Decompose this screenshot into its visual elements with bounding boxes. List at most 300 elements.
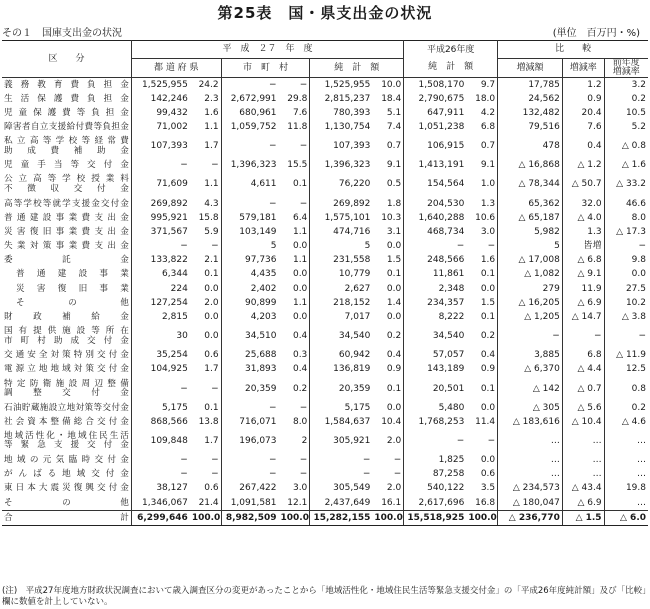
cell-pref: 35,254	[156, 350, 188, 361]
cell-fy26-p: −	[466, 429, 497, 453]
cell-fy26-p: 3.0	[466, 225, 497, 239]
cell-muni-p: 6.4	[279, 211, 310, 225]
cell-pref-p: 15.8	[190, 211, 221, 225]
cell-net: 474,716	[333, 226, 371, 237]
total-row	[2, 511, 648, 526]
cell-muni-p: 3.0	[279, 482, 310, 496]
cell-muni: 31,893	[245, 364, 277, 375]
unit-label: (単位 百万円・%)	[552, 28, 640, 39]
row-label: 児童手当等交付金	[2, 159, 131, 173]
cell-net: 2,815,237	[324, 93, 371, 104]
table-row	[2, 377, 648, 401]
cell-prev: …	[637, 435, 646, 446]
cell-net: 1,575,101	[324, 212, 371, 223]
table-row	[2, 296, 648, 310]
cell-diff: …	[498, 429, 563, 453]
cell-fy26-p: 0.6	[466, 468, 497, 482]
cell-net: 20,359	[338, 383, 371, 394]
cell-fy26: 1,508,170	[418, 79, 465, 90]
cell-fy26: 2,348	[438, 283, 465, 294]
cell-pref-p: 2.0	[190, 296, 221, 310]
cell-diff: △ 65,187	[498, 211, 563, 225]
cell-muni: 103,149	[239, 226, 277, 237]
cell-net: 218,152	[333, 297, 371, 308]
cell-muni-p: 1.1	[279, 225, 310, 239]
table-row	[2, 310, 648, 324]
cell-net-p: 1.4	[372, 296, 403, 310]
row-label: 財政補給金	[2, 310, 131, 324]
cell-diff: 79,516	[498, 121, 563, 135]
cell-muni: −	[268, 79, 277, 90]
cell-fy26: 468,734	[427, 226, 465, 237]
row-label: 失業対策事業費支出金	[2, 240, 131, 254]
cell-net-p: 1.8	[372, 197, 403, 211]
cell-pref-p: 0.0	[190, 282, 221, 296]
cell-pref: 5,175	[162, 402, 188, 413]
cell-diff: △ 183,616	[498, 415, 563, 429]
row-label: 私立高等学校等経常費 助成費補助金	[2, 135, 131, 159]
cell-muni: 196,073	[239, 435, 277, 446]
row-label: 特定防衛施設周辺整備 調整交付金	[2, 377, 131, 401]
row-label: 合 計	[2, 511, 131, 526]
cell-pref: −	[180, 454, 188, 465]
cell-pref: 1,346,067	[142, 497, 188, 508]
cell-prev: 0.2	[631, 402, 646, 413]
table-row	[2, 225, 648, 239]
cell-prev: 27.5	[625, 283, 646, 294]
cell-pref: 104,925	[150, 364, 188, 375]
cell-fy26: 1,640,288	[418, 212, 465, 223]
cell-rate: △ 6.9	[562, 496, 604, 511]
cell-muni-p: 11.8	[279, 121, 310, 135]
cell-net: 5,175	[344, 402, 371, 413]
cell-muni-p: 15.5	[279, 159, 310, 173]
cell-muni: 4,203	[250, 312, 277, 323]
cell-muni-p: 0.0	[279, 310, 310, 324]
table-row	[2, 282, 648, 296]
cell-prev: △ 1.6	[621, 160, 646, 171]
cell-net: −	[362, 454, 371, 465]
cell-rate: △ 4.4	[562, 363, 604, 377]
cell-pref: 133,822	[150, 255, 188, 266]
cell-muni: 34,510	[245, 331, 277, 342]
row-label: 社会資本整備総合交付金	[2, 415, 131, 429]
cell-prev: −	[638, 331, 646, 342]
table-row	[2, 415, 648, 429]
cell-net-p: −	[372, 453, 403, 467]
cell-muni-p: 1.1	[279, 296, 310, 310]
cell-prev: 12.5	[625, 364, 646, 375]
cell-pref: −	[180, 469, 188, 480]
cell-fy26: 1,825	[438, 454, 465, 465]
row-label: そ の 他	[2, 496, 131, 511]
row-label: 義務教育費負担金	[2, 78, 131, 93]
cell-net: 1,130,754	[324, 122, 371, 133]
cell-muni: 25,688	[245, 350, 277, 361]
cell-net-p: 0.1	[372, 377, 403, 401]
cell-fy26-p: 0.9	[466, 363, 497, 377]
cell-diff: 478	[498, 135, 563, 159]
cell-muni: 2,402	[250, 283, 277, 294]
cell-muni: 716,071	[239, 416, 277, 427]
cell-fy26-p: 100.0	[466, 511, 497, 526]
table-row	[2, 159, 648, 173]
cell-rate: 7.6	[562, 121, 604, 135]
cell-fy26-p: 1.3	[466, 197, 497, 211]
cell-prev: …	[637, 497, 646, 508]
cell-fy26-p: 0.1	[466, 268, 497, 282]
cell-fy26-p: −	[466, 240, 497, 254]
cell-net-p: 0.2	[372, 325, 403, 349]
cell-muni-p: 0.4	[279, 363, 310, 377]
table-row	[2, 254, 648, 268]
cell-fy26-p: 6.8	[466, 121, 497, 135]
table-row	[2, 197, 648, 211]
cell-fy26-p: 10.6	[466, 211, 497, 225]
cell-rate: 11.9	[562, 282, 604, 296]
cell-muni: −	[268, 402, 277, 413]
cell-net-p: 10.4	[372, 415, 403, 429]
cell-muni-p: 100.0	[279, 511, 310, 526]
row-label: そ の 他	[2, 296, 131, 310]
cell-net: 136,819	[333, 364, 371, 375]
cell-diff: 24,562	[498, 92, 563, 106]
cell-prev: 10.2	[625, 297, 646, 308]
table-row	[2, 325, 648, 349]
cell-rate: △ 5.6	[562, 401, 604, 415]
cell-rate: …	[562, 429, 604, 453]
header-rate: 増減率	[562, 59, 604, 78]
cell-diff: 17,785	[498, 78, 563, 93]
cell-net: 60,942	[338, 350, 371, 361]
cell-fy26: 11,861	[432, 269, 465, 280]
cell-pref-p: 0.1	[190, 401, 221, 415]
cell-muni: 1,396,323	[230, 160, 277, 171]
cell-pref: 99,432	[156, 107, 188, 118]
cell-diff: 65,362	[498, 197, 563, 211]
row-label: 障害者自立支援給付費等負担金	[2, 121, 131, 135]
cell-muni: 4,611	[250, 179, 277, 190]
table-row	[2, 92, 648, 106]
header-net: 純 計 額	[310, 59, 404, 78]
cell-pref-p: 4.3	[190, 197, 221, 211]
cell-fy26: 57,057	[432, 350, 465, 361]
cell-pref: 371,567	[150, 226, 188, 237]
cell-net: 1,525,955	[324, 79, 371, 90]
cell-fy26: 248,566	[427, 255, 465, 266]
cell-net-p: −	[372, 468, 403, 482]
cell-rate: 0.4	[562, 135, 604, 159]
row-label: 災害復旧事業	[2, 282, 131, 296]
cell-pref-p: 1.1	[190, 121, 221, 135]
row-label: がんばる地域交付金	[2, 468, 131, 482]
cell-fy26-p: 0.0	[466, 453, 497, 467]
cell-fy26: −	[456, 435, 465, 446]
cell-net: 34,540	[338, 331, 371, 342]
cell-pref-p: 1.7	[190, 363, 221, 377]
cell-muni: 267,422	[239, 483, 277, 494]
cell-prev: △ 3.8	[621, 312, 646, 323]
cell-rate: △ 1.5	[562, 511, 604, 526]
cell-prev: △ 4.6	[621, 416, 646, 427]
cell-pref: 2,815	[162, 312, 188, 323]
header-category: 区 分	[2, 41, 131, 78]
cell-muni: 8,982,509	[221, 511, 278, 526]
cell-prev: △ 6.0	[604, 511, 648, 526]
cell-net-p: 3.1	[372, 225, 403, 239]
cell-fy26-p: 0.1	[466, 310, 497, 324]
cell-prev: 46.6	[625, 198, 646, 209]
cell-muni-p: 12.1	[279, 496, 310, 511]
table-row	[2, 363, 648, 377]
cell-prev: −	[638, 241, 646, 252]
header-diff: 増減額	[498, 59, 563, 78]
cell-diff: 3,885	[498, 349, 563, 363]
cell-muni: −	[268, 454, 277, 465]
cell-pref-p: 13.8	[190, 415, 221, 429]
cell-fy26: 5,480	[438, 402, 465, 413]
cell-fy26: 8,222	[438, 312, 465, 323]
table-row	[2, 468, 648, 482]
cell-net-p: 2.0	[372, 482, 403, 496]
cell-muni-p: −	[279, 197, 310, 211]
cell-fy26: 540,122	[427, 483, 465, 494]
cell-diff: △ 16,205	[498, 296, 563, 310]
cell-fy26: 20,501	[432, 383, 465, 394]
cell-pref: 127,254	[150, 297, 188, 308]
cell-net-p: 10.0	[372, 78, 403, 93]
expenditure-table	[2, 40, 648, 526]
cell-muni-p: 0.3	[279, 349, 310, 363]
cell-fy26: 204,530	[427, 198, 465, 209]
cell-net: 7,017	[344, 312, 371, 323]
cell-fy26: −	[456, 241, 465, 252]
cell-net: 305,921	[333, 435, 371, 446]
cell-prev: 5.2	[631, 122, 646, 133]
cell-rate: 6.8	[562, 349, 604, 363]
cell-fy26-p: 1.5	[466, 296, 497, 310]
cell-pref: 868,566	[150, 416, 188, 427]
cell-pref-p: 100.0	[190, 511, 221, 526]
table-row	[2, 401, 648, 415]
cell-pref-p: 21.4	[190, 496, 221, 511]
cell-diff: △ 16,868	[498, 159, 563, 173]
cell-pref-p: −	[190, 159, 221, 173]
cell-diff: 5,982	[498, 225, 563, 239]
cell-muni: 680,961	[239, 107, 277, 118]
cell-fy26: 15,518,925	[404, 511, 467, 526]
cell-prev: △ 0.8	[621, 141, 646, 152]
cell-prev: 9.8	[631, 255, 646, 266]
cell-net-p: 0.0	[372, 401, 403, 415]
cell-fy26: 87,258	[432, 469, 465, 480]
row-label: 地域の元気臨時交付金	[2, 453, 131, 467]
cell-fy26-p: 0.7	[466, 135, 497, 159]
cell-pref: 71,002	[156, 122, 188, 133]
cell-net-p: 0.0	[372, 240, 403, 254]
cell-pref-p: 1.7	[190, 135, 221, 159]
cell-muni-p: 0.2	[279, 377, 310, 401]
header-pref: 都 道 府 県	[131, 59, 221, 78]
cell-muni-p: 0.4	[279, 325, 310, 349]
cell-prev: 3.2	[631, 79, 646, 90]
cell-fy26: 2,790,675	[418, 93, 465, 104]
cell-pref-p: 5.9	[190, 225, 221, 239]
cell-net-p: 10.3	[372, 211, 403, 225]
row-label: 普通建設事業費支出金	[2, 211, 131, 225]
cell-muni: −	[268, 198, 277, 209]
cell-pref: 6,299,646	[131, 511, 189, 526]
cell-diff: △ 236,770	[498, 511, 563, 526]
cell-fy26: 1,768,253	[418, 416, 465, 427]
table-row	[2, 453, 648, 467]
cell-rate: △ 6.8	[562, 254, 604, 268]
header-fy26-net: 純 計 額	[404, 59, 498, 78]
cell-diff: −	[498, 325, 563, 349]
cell-rate: 32.0	[562, 197, 604, 211]
cell-rate: △ 50.7	[562, 173, 604, 197]
cell-muni: 579,181	[239, 212, 277, 223]
cell-net-p: 0.5	[372, 173, 403, 197]
table-row	[2, 78, 648, 93]
cell-diff: 132,482	[498, 106, 563, 120]
cell-fy26-p: 3.5	[466, 482, 497, 496]
cell-diff: △ 305	[498, 401, 563, 415]
cell-fy26-p: 1.6	[466, 254, 497, 268]
cell-pref: 995,921	[150, 212, 188, 223]
row-label: 東日本大震災復興交付金	[2, 482, 131, 496]
cell-muni: −	[268, 469, 277, 480]
cell-muni-p: 0.0	[279, 240, 310, 254]
cell-fy26-p: 9.1	[466, 159, 497, 173]
cell-muni-p: 7.6	[279, 106, 310, 120]
row-label: 委 託 金	[2, 254, 131, 268]
cell-pref-p: −	[190, 240, 221, 254]
cell-net-p: 0.9	[372, 363, 403, 377]
footnote: (注) 平成27年度地方財政状況調査において歳入調査区分の変更があったことから「地域活性化・地域住民生活等緊急支援交付金」の「平成26年度純計額」及び「比較」欄に数値を計上していない。	[2, 586, 647, 607]
cell-net: 2,437,649	[324, 497, 371, 508]
row-label: 交通安全対策特別交付金	[2, 349, 131, 363]
cell-rate: 1.3	[562, 225, 604, 239]
cell-net-p: 0.4	[372, 349, 403, 363]
cell-fy26-p: 0.0	[466, 401, 497, 415]
cell-pref-p: 24.2	[190, 78, 221, 93]
cell-rate: △ 14.7	[562, 310, 604, 324]
cell-net-p: 18.4	[372, 92, 403, 106]
row-label: 生活保護費負担金	[2, 92, 131, 106]
cell-net-p: 0.1	[372, 268, 403, 282]
table-body	[2, 78, 648, 526]
cell-muni: 90,899	[245, 297, 277, 308]
cell-net: 15,282,155	[310, 511, 373, 526]
cell-fy26: 234,357	[427, 297, 465, 308]
cell-muni: −	[268, 141, 277, 152]
cell-diff: 5	[498, 240, 563, 254]
cell-fy26-p: 9.7	[466, 78, 497, 93]
cell-pref-p: 1.1	[190, 173, 221, 197]
cell-fy26-p: 0.0	[466, 282, 497, 296]
cell-pref-p: −	[190, 453, 221, 467]
cell-net-p: 9.1	[372, 159, 403, 173]
cell-muni-p: 0.1	[279, 173, 310, 197]
cell-muni-p: −	[279, 135, 310, 159]
cell-pref-p: 0.0	[190, 325, 221, 349]
cell-muni: 97,736	[245, 255, 277, 266]
cell-rate: △ 0.7	[562, 377, 604, 401]
table-row	[2, 482, 648, 496]
cell-fy26-p: 0.1	[466, 377, 497, 401]
cell-net: 10,779	[338, 269, 371, 280]
cell-pref: 1,525,955	[142, 79, 188, 90]
cell-diff: △ 1,205	[498, 310, 563, 324]
cell-diff: △ 78,344	[498, 173, 563, 197]
table-row	[2, 496, 648, 511]
cell-fy26-p: 18.0	[466, 92, 497, 106]
cell-rate: △ 6.9	[562, 296, 604, 310]
cell-net: 1,584,637	[324, 416, 371, 427]
cell-prev: 0.0	[631, 269, 646, 280]
cell-prev: △ 33.2	[616, 179, 646, 190]
cell-net-p: 0.7	[372, 135, 403, 159]
row-label: 災害復旧事業費支出金	[2, 225, 131, 239]
cell-muni-p: 2	[279, 429, 310, 453]
table-row	[2, 349, 648, 363]
table-row	[2, 268, 648, 282]
cell-pref: −	[180, 160, 188, 171]
table-subtitle: その１ 国庫支出金の状況	[2, 28, 122, 39]
header-compare: 比 較	[498, 41, 648, 59]
cell-fy26: 154,564	[427, 179, 465, 190]
cell-muni: 20,359	[245, 383, 277, 394]
cell-net-p: 100.0	[372, 511, 403, 526]
cell-prev: 0.2	[631, 93, 646, 104]
row-label: 児童保護費等負担金	[2, 106, 131, 120]
table-row	[2, 121, 648, 135]
cell-prev: △ 11.9	[616, 350, 646, 361]
cell-muni-p: −	[279, 401, 310, 415]
cell-net-p: 1.5	[372, 254, 403, 268]
row-label: 国有提供施設等所在 市町村助成交付金	[2, 325, 131, 349]
header-fy27: 平 成 ２７ 年 度	[131, 41, 403, 59]
cell-fy26-p: 16.8	[466, 496, 497, 511]
cell-muni-p: 0.0	[279, 282, 310, 296]
cell-fy26: 143,189	[427, 364, 465, 375]
cell-pref-p: −	[190, 377, 221, 401]
cell-muni-p: 8.0	[279, 415, 310, 429]
cell-net: 2,627	[344, 283, 371, 294]
cell-pref-p: 0.6	[190, 482, 221, 496]
cell-prev: …	[637, 454, 646, 465]
cell-fy26-p: 11.4	[466, 415, 497, 429]
cell-pref: 6,344	[162, 269, 188, 280]
cell-rate: …	[562, 453, 604, 467]
cell-pref-p: 1.6	[190, 106, 221, 120]
table-row	[2, 173, 648, 197]
cell-rate: △ 1.2	[562, 159, 604, 173]
cell-fy26-p: 0.4	[466, 349, 497, 363]
cell-muni: 2,672,991	[230, 93, 277, 104]
cell-diff: …	[498, 453, 563, 467]
cell-net: 780,393	[333, 107, 371, 118]
cell-muni-p: −	[279, 468, 310, 482]
cell-pref: 30	[176, 331, 188, 342]
cell-fy26: 1,413,191	[418, 160, 465, 171]
row-label: 電源立地地域対策交付金	[2, 363, 131, 377]
row-label: 石油貯蔵施設立地対策等交付金	[2, 401, 131, 415]
cell-rate: …	[562, 468, 604, 482]
cell-diff: △ 142	[498, 377, 563, 401]
cell-net-p: 2.0	[372, 429, 403, 453]
